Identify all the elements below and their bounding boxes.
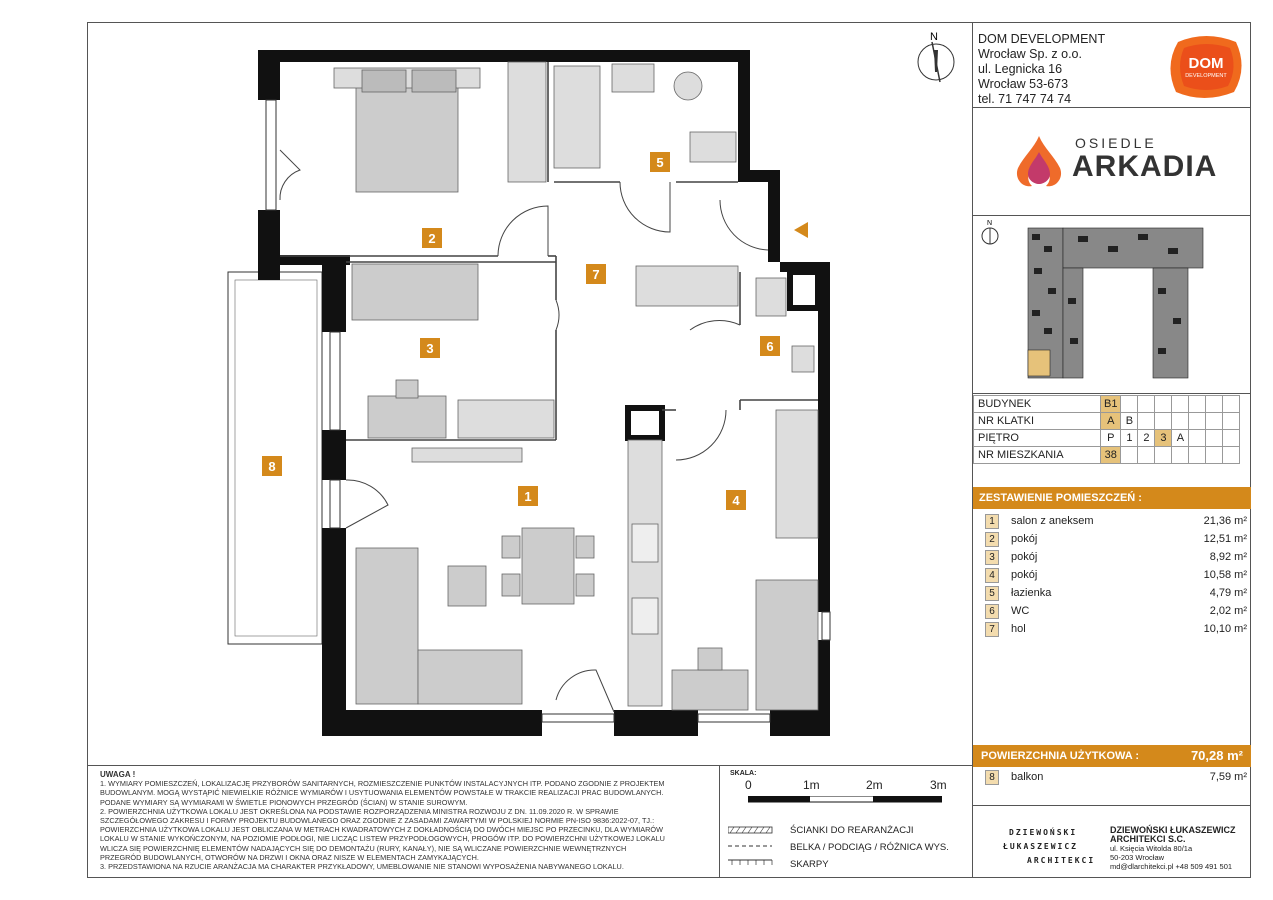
desk-icon	[672, 670, 748, 710]
wardrobe-icon	[776, 410, 818, 538]
rooms-header: ZESTAWIENIE POMIESZCZEŃ :	[973, 487, 1251, 509]
info-label: NR KLATKI	[974, 413, 1101, 430]
room-name: hol	[1011, 623, 1026, 635]
table-icon	[522, 528, 574, 604]
info-cell: 2	[1138, 430, 1155, 447]
room-area: 12,51 m²	[1203, 533, 1247, 545]
note-line: PODANE WYMIARY SĄ WYMIARAMI W ŚWIETLE PIONOWYCH PRZEGRÓD (ŚCIAN) W STANIE SUROWYM.	[100, 797, 468, 807]
room-tag: 5	[656, 155, 664, 170]
info-row-pietro	[974, 430, 1240, 447]
room-name: pokój	[1011, 569, 1038, 581]
arkadia-flame-icon	[1010, 134, 1068, 190]
room-tag: 8	[268, 459, 276, 474]
room-row	[985, 566, 1247, 584]
info-cell: 3	[1155, 430, 1172, 447]
entrance-arrow-icon	[794, 222, 808, 238]
toilet-icon	[756, 278, 786, 316]
company-street: ul. Legnicka 16	[978, 62, 1063, 76]
room-num: 6	[985, 604, 999, 619]
compass-icon	[918, 31, 954, 82]
info-cell: B1	[1101, 396, 1121, 413]
note-line: LOKALU W STANIE WYKOŃCZONYM, NA POZIOMIE PODŁOGI, NIE LICZĄC LISTEW PRZYPODŁOGOWYCH, PROGÓW ITP. DO POWIERZCHNI UŻYTKOWEJ LOKALU	[100, 834, 665, 844]
room-name: łazienka	[1011, 587, 1052, 599]
info-label: NR MIESZKANIA	[974, 447, 1101, 464]
scale-tick: 3m	[930, 778, 947, 792]
info-label: PIĘTRO	[974, 430, 1101, 447]
divider	[87, 765, 973, 766]
logo-text-top: DOM	[1188, 55, 1224, 72]
room-tag: 1	[524, 489, 532, 504]
architect-city: 50-203 Wrocław	[1110, 853, 1165, 862]
scale-bar	[748, 796, 942, 804]
room-num: 8	[985, 770, 999, 785]
room-area: 10,58 m²	[1203, 569, 1247, 581]
room-tag: 7	[592, 267, 600, 282]
logo-text-bottom: DEVELOPMENT	[1185, 73, 1227, 79]
estate-prefix: OSIEDLE	[1075, 135, 1157, 151]
room-tag: 6	[766, 339, 774, 354]
dashed-legend-icon	[728, 844, 773, 848]
note-line: 1. WYMIARY POMIESZCZEŃ, LOKALIZACJĘ PRZYBORÓW SANITARNYCH, ROZMIESZCZENIE PUNKTÓW INSTALACYJNYCH ITP. PODANO ZGODNIE Z PROJEKTEM	[100, 779, 665, 789]
room-area: 4,79 m²	[1209, 587, 1247, 599]
apartment-info-table	[973, 395, 1240, 464]
bathtub-icon	[554, 66, 600, 168]
info-row-mieszkanie	[974, 447, 1240, 464]
room-area: 8,92 m²	[1209, 551, 1247, 563]
architect-contact: md@dlarchitekci.pl +48 509 491 501	[1110, 862, 1233, 871]
info-cell: 1	[1121, 430, 1138, 447]
room-row	[985, 512, 1247, 530]
room-num: 5	[985, 586, 999, 601]
bed-icon	[352, 264, 478, 320]
room-name: balkon	[1011, 771, 1044, 783]
legend-item: SKARPY	[790, 859, 829, 870]
scale-tick: 1m	[803, 778, 820, 792]
room-num: 2	[985, 532, 999, 547]
dom-development-logo	[1168, 34, 1244, 100]
scale-tick: 0	[745, 778, 752, 792]
sofa-icon	[418, 650, 522, 704]
company-info	[978, 32, 1105, 107]
bed-icon	[756, 580, 818, 710]
legend-item: ŚCIANKI DO REARANŻACJI	[790, 825, 914, 836]
notes	[100, 770, 700, 871]
room-num: 1	[985, 514, 999, 529]
room-name: salon z aneksem	[1011, 515, 1094, 527]
room-area: 10,10 m²	[1203, 623, 1247, 635]
room-name: pokój	[1011, 551, 1038, 563]
info-cell: P	[1101, 430, 1121, 447]
divider	[972, 805, 1251, 806]
rooms-list	[985, 512, 1247, 638]
room-tag: 2	[428, 231, 436, 246]
note-line: SZCZEGÓŁOWEGO ZAKRESU I FORMY PROJEKTU BUDOWLANEGO ORAZ ZGODNIE Z ZASADAMI ZAWARTYMI W POLSKIEJ NORMIE PN-ISO 9836:2022-07, TJ.:	[100, 816, 655, 826]
room-area: 7,59 m²	[1209, 771, 1247, 783]
room-row	[985, 620, 1247, 638]
architect-logo-line: ARCHITEKCI	[1027, 856, 1096, 865]
sink-icon	[612, 64, 654, 92]
estate-name: ARKADIA	[1072, 150, 1218, 183]
divider	[972, 107, 1251, 108]
room-tag: 4	[732, 493, 740, 508]
company-name: DOM DEVELOPMENT	[978, 32, 1106, 46]
info-label: BUDYNEK	[974, 396, 1101, 413]
note-line: PRZEGRÓD BUDOWLANYCH, OTWORÓW NA DRZWI I OKNA ORAZ NISZE W ELEMENTACH ZAMYKAJĄCYCH.	[100, 852, 479, 862]
room-num: 7	[985, 622, 999, 637]
desk-icon	[368, 396, 446, 438]
architect-logo-line: ŁUKASZEWICZ	[1003, 842, 1078, 851]
floor-plan	[220, 22, 970, 762]
architect-firm: ARCHITEKCI S.C.	[1110, 834, 1186, 844]
room-num: 4	[985, 568, 999, 583]
architect-name: DZIEWOŃSKI ŁUKASZEWICZ	[1110, 825, 1236, 835]
note-line: BUDOWLANYM. MOGĄ WYSTĄPIĆ NIEWIELKIE RÓŻNICE WYMIARÓW I USYTUOWANIA ELEMENTÓW POWSTAŁE W TRAKCIE REALIZACJI PRAC BUDOWLANYCH.	[100, 788, 664, 798]
note-line: 2. POWIERZCHNIA UŻYTKOWA LOKALU JEST OKREŚLONA NA PODSTAWIE ROZPORZĄDZENIA MINISTRA ROZWOJU Z DN. 11.09.2020 R. W SPRAWIE	[100, 806, 619, 816]
room-row	[985, 548, 1247, 566]
wardrobe-icon	[636, 266, 738, 306]
ticks-legend-icon	[728, 858, 773, 866]
scale-tick: 2m	[866, 778, 883, 792]
info-row-klatka	[974, 413, 1240, 430]
divider	[719, 765, 720, 878]
room-area: 21,36 m²	[1203, 515, 1247, 527]
sink-icon	[792, 346, 814, 372]
divider	[972, 393, 1251, 394]
note-line: WLICZA SIĘ POWIERZCHNIĘ ELEMENTÓW NADAJĄCYCH SIĘ DO DEMONTAŻU (RURY, KANAŁY), NIE SĄ WLICZANE POWIERZCHNIE WEWNĘTRZNYCH	[100, 843, 627, 853]
company-city: Wrocław 53-673	[978, 77, 1069, 91]
legend-item: BELKA / PODCIĄG / RÓŻNICA WYS.	[790, 842, 949, 853]
company-phone: tel. 71 747 74 74	[978, 92, 1072, 106]
room-area: 2,02 m²	[1209, 605, 1247, 617]
info-cell: B	[1121, 413, 1138, 430]
divider	[972, 215, 1251, 216]
total-area-label: POWIERZCHNIA UŻYTKOWA :	[981, 750, 1140, 762]
info-cell: 38	[1101, 447, 1121, 464]
bed-icon	[356, 84, 458, 192]
room-name: WC	[1011, 605, 1030, 617]
room-name: pokój	[1011, 533, 1038, 545]
hatch-legend-icon	[728, 826, 773, 834]
total-area-bar	[973, 745, 1251, 767]
sofa-icon	[356, 548, 418, 704]
room-tag: 3	[426, 341, 434, 356]
toilet-icon	[690, 132, 736, 162]
note-line: 3. PRZEDSTAWIONA NA RZUCIE ARANŻACJA MA CHARAKTER PRZYKŁADOWY, UMEBLOWANIE NIE STANOWI WYPOSAŻENIA NABYWANEGO LOKALU.	[100, 862, 624, 872]
notes-title: UWAGA !	[100, 770, 136, 779]
total-area-value: 70,28 m²	[1190, 748, 1243, 763]
wardrobe-icon	[508, 62, 546, 182]
balcony-row	[985, 768, 1247, 786]
company-line: Wrocław Sp. z o.o.	[978, 47, 1082, 61]
compass-label: N	[930, 31, 938, 43]
site-compass-label: N	[987, 220, 993, 227]
architect-address: ul. Księcia Witolda 80/1a	[1110, 844, 1193, 853]
architect-info	[1110, 826, 1236, 871]
room-num: 3	[985, 550, 999, 565]
info-cell: A	[1172, 430, 1189, 447]
room-row	[985, 584, 1247, 602]
room-row	[985, 602, 1247, 620]
room-row	[985, 530, 1247, 548]
architect-logo-line: DZIEWOŃSKI	[1009, 828, 1078, 837]
washer-icon	[674, 72, 702, 100]
kitchen-counter-icon	[628, 440, 662, 706]
note-line: POWIERZCHNIA UŻYTKOWA LOKALU JEST OBLICZANA W METRACH KWADRATOWYCH Z DOKŁADNOŚCIĄ DO DWÓCH MIEJSC PO PRZECINKU, DLA WYMIARÓW	[100, 825, 663, 835]
ottoman-icon	[448, 566, 486, 606]
info-row-budynek	[974, 396, 1240, 413]
architect-logo	[1003, 826, 1095, 868]
info-cell: A	[1101, 413, 1121, 430]
site-plan	[978, 218, 1248, 390]
scale-label: SKALA:	[730, 770, 757, 777]
